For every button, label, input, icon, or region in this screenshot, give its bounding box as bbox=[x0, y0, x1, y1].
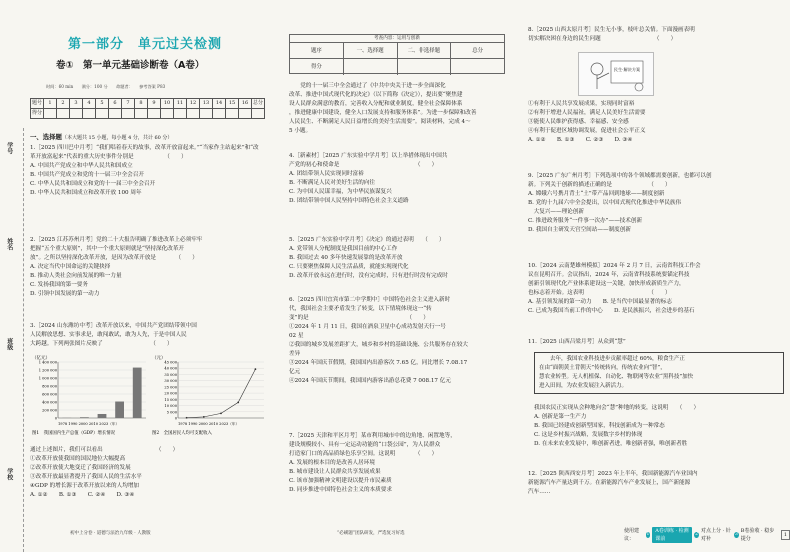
chart-ylabel: （亿元） bbox=[32, 356, 50, 361]
score-cell[interactable] bbox=[200, 109, 213, 119]
text-line: B. 党的十九届六中全会提出，以中国式现代化推进中华民族伟 bbox=[528, 200, 682, 207]
column-left bbox=[0, 0, 277, 552]
text-line: ②改革开放使大地变迁了我国经济的发展 bbox=[30, 465, 131, 472]
bar bbox=[115, 402, 124, 418]
text-line: B. 不断满足人民对美好生活的向往 bbox=[289, 180, 375, 187]
y-tick-label: 600 000 bbox=[42, 392, 57, 397]
usage-step-1: A卷训练 · 检测课前 bbox=[652, 527, 692, 543]
header-cell: 一、选择题 bbox=[344, 43, 398, 58]
question-1 bbox=[30, 144, 268, 198]
text-line: ④GDP 的增长源于改革开放以来的人均增加 bbox=[30, 483, 140, 490]
income-line-chart bbox=[150, 352, 268, 446]
text-line: ③改革开放最显著提升了我国人民的生活水平 bbox=[30, 474, 142, 481]
score-header-box bbox=[289, 34, 505, 74]
text-line: ①改革开放使我国的国民地位大幅提高 bbox=[30, 456, 126, 463]
cartoon-caption: 民生·解决方案 bbox=[613, 67, 641, 72]
step-3-icon: 3 bbox=[735, 532, 738, 538]
score-col-num: 7 bbox=[122, 99, 135, 109]
text-line: 人民民生、不断满足人民日益增长的美好生活需要”。阅读材料，完成 4～ bbox=[289, 119, 471, 126]
text-line: B. 我国已经建成创新型国家，科技创新成为一种常态 bbox=[534, 423, 665, 430]
score-col-num: 14 bbox=[213, 99, 226, 109]
text-line: 通过上述图片，我们可以看出 （ ） bbox=[30, 447, 179, 453]
text-line: 慧农业转型。无人机植保、自动化、物联网等农业“黑科技”加快 bbox=[539, 374, 694, 381]
y-tick-label: 45 000 bbox=[164, 360, 177, 365]
text-line: 大跨越。下列两张图片反映了 （ ） bbox=[30, 341, 173, 348]
score-col-num: 15 bbox=[226, 99, 239, 109]
text-line: 亿元 bbox=[289, 369, 301, 376]
score-cell[interactable] bbox=[70, 109, 83, 119]
text-line: B. 我国过去 40 多年快速发展靠的是改革开放 bbox=[289, 255, 403, 262]
text-line: 变”的是 （ ） bbox=[289, 315, 429, 322]
text-line: B. 推动人类社会向前发展的唯一力量 bbox=[30, 273, 122, 280]
footer-left: 初中上分卷 · 道德与法治九年级 · 人教版 bbox=[70, 531, 151, 536]
series-line bbox=[187, 369, 256, 418]
text-line: D. 在未来农业发展中，唯创新者进，唯创新者强，唯创新者胜 bbox=[534, 441, 688, 448]
text-line: 6.［2025 四川宜宾市第二中学期中］中国特色社会主义进入新时 bbox=[289, 297, 451, 303]
score-table bbox=[30, 98, 265, 119]
text-line: ②我国的城乡发展差距扩大，城乡和乡村的基础设施、公共服务存在较大 bbox=[289, 342, 469, 349]
text-line: B. 城市建设让人民群众共享发展成果 bbox=[289, 469, 381, 476]
text-line: 3.［2024 山东潍坊中考］改革开放以来，中国共产党团结带领中国 bbox=[30, 323, 197, 329]
text-line: ④有利于促进区域协调发展，促进社会公平正义 bbox=[528, 128, 646, 135]
score-cell[interactable] bbox=[96, 109, 109, 119]
question-6 bbox=[289, 296, 519, 386]
score-col-num: 10 bbox=[161, 99, 174, 109]
question-10 bbox=[528, 262, 786, 316]
y-tick-label: 800 000 bbox=[42, 384, 57, 389]
text-line: A. 基引领发展的第一动力 B. 是当代中国最显著的标志 bbox=[528, 299, 672, 306]
header-top: 考查内容：运用与创新 bbox=[290, 35, 504, 43]
text-line: 建设规模较小、具有一定运动功能的“口袋公园”，为人民群众 bbox=[289, 442, 441, 449]
text-line: 5.［2025 广东实验中学月考］《决定》的通过表明 （ ） bbox=[289, 237, 445, 243]
chart-caption: 图1 我国国内生产总值（GDP）增长情况 bbox=[32, 431, 116, 436]
score-col-num: 8 bbox=[135, 99, 148, 109]
text-line: 在由“面朝黄土背朝天”传统转向，传统农业向“智”， bbox=[539, 365, 666, 372]
usage-label: 使用建议： bbox=[624, 528, 640, 543]
question-3 bbox=[30, 322, 268, 349]
score-col-num: 13 bbox=[200, 99, 213, 109]
score-col-num: 4 bbox=[83, 99, 96, 109]
step-1-icon: 1 bbox=[646, 532, 650, 538]
text-line: 打造家门口的高品质绿色乐享空间。这说明 （ ） bbox=[289, 451, 438, 458]
header-row-2 bbox=[290, 59, 504, 75]
header-cell: 二、非选择题 bbox=[398, 43, 452, 58]
y-tick-label: 10 000 bbox=[164, 404, 177, 409]
text-line: ③能使人民维护获得感、幸福感、安全感 bbox=[528, 119, 629, 126]
y-tick-label: 5 000 bbox=[166, 410, 177, 415]
text-line: C. 该市加强精神文明建设以提升市民素质 bbox=[289, 478, 392, 485]
school-label: 学校 bbox=[5, 468, 13, 480]
text-line: A. ①② B. ①③ C. ②③ D. ③④ bbox=[528, 137, 633, 144]
material-box bbox=[534, 352, 784, 394]
score-cell[interactable] bbox=[226, 109, 239, 119]
text-line: 也标志着开始。这表明 （ ） bbox=[528, 290, 671, 297]
text-line: 人民解放思想、实事求是，敢闯敢试，敢为人先，于是中国人民 bbox=[30, 332, 187, 339]
score-cell[interactable] bbox=[83, 109, 96, 119]
score-cell[interactable] bbox=[122, 109, 135, 119]
text-line: C. 为中国人民谋幸福，为中华民族谋复兴 bbox=[289, 189, 392, 196]
text-line: A. 决定当代中国命运的关键抉择 bbox=[30, 264, 111, 271]
x-axis-label: 1978 1990 2000 2010 2023（年） bbox=[58, 422, 120, 426]
text-line: A. 发展的根本目的是改善人居环境 bbox=[289, 460, 375, 467]
score-col-num: 11 bbox=[174, 99, 187, 109]
question-12 bbox=[528, 470, 786, 497]
text-line: 2.［2025 江苏苏州月考］党的二十大报告明确了推进改革上必须牢牢 bbox=[30, 237, 203, 243]
bar bbox=[80, 417, 89, 418]
text-line: D. 团结带领中国人民坚持中国特色社会主义道路 bbox=[289, 198, 409, 205]
text-line: A. 嫦娥六号携月背土“土”带产品回到地球——制度创新 bbox=[528, 191, 665, 198]
text-line: 02 星 bbox=[289, 333, 304, 340]
text-line: D. 改革开放永远在进行时，没有完成时，只有进行时没有完成时 bbox=[289, 273, 448, 280]
text-line: ②有利于增进人民福祉，满足人民美好生活需要 bbox=[528, 110, 646, 117]
text-line: A. 团结带领人民实现同时富裕 bbox=[289, 171, 364, 178]
score-row-label: 得分 bbox=[31, 109, 44, 119]
score-cell[interactable] bbox=[44, 109, 57, 119]
score-cell[interactable] bbox=[187, 109, 200, 119]
text-line: 党的十一届三中全会通过了《中共中央关于进一步全面深化 bbox=[289, 83, 446, 89]
section-heading: 一、选择题（本大题共 15 小题，每小题 4 分，共计 60 分） bbox=[30, 133, 173, 141]
text-line: 议在昆明召开。会议指出，2024 年，云南省科技系统要锚定科技 bbox=[528, 272, 690, 279]
quiz-meta: 时间：60 min 满分：100 分 命题者： 参考答案 P83 bbox=[46, 84, 166, 89]
y-tick-label: 15 000 bbox=[164, 397, 177, 402]
y-tick-label: 200 000 bbox=[42, 408, 57, 413]
text-line: 5 小题。 bbox=[289, 128, 312, 135]
bar bbox=[133, 368, 142, 418]
text-line: 10.［2024 云南楚雄州模拟］2024 年 2 月 7 日，云南省科技工作会 bbox=[528, 263, 701, 269]
student-id-label: 学号 bbox=[5, 142, 13, 154]
text-line: D. 引领中国发展的第一动力 bbox=[30, 291, 100, 298]
score-col-num: 2 bbox=[57, 99, 70, 109]
cartoon-image bbox=[578, 52, 654, 96]
text-line: C. 只要聚焦保障人民生活品质，就能实现现代化 bbox=[289, 264, 409, 271]
text-line: 汽车…… bbox=[528, 489, 551, 496]
text-line: 差异 bbox=[289, 351, 301, 358]
y-tick-label: 0 bbox=[54, 416, 57, 421]
text-line: 8.［2025 山西太原月考］民生无小事，枝叶总关情。下面漫画表明 bbox=[528, 27, 695, 33]
text-line: 切实解决困在身边的民生问题 （ ） bbox=[528, 36, 677, 43]
text-line: 改革、推进中国式现代化的决定》（以下简称《决定》），提出要“聚焦建 bbox=[289, 92, 463, 99]
text-line: 我国农民正实现从会种地向会“慧”种地的转变，这说明 （ ） bbox=[534, 405, 700, 411]
usage-step-3: B卷验收 · 稳步提分 bbox=[740, 528, 775, 543]
step-2-icon: 2 bbox=[695, 532, 699, 538]
question-7 bbox=[289, 432, 519, 495]
gdp-bar-chart bbox=[30, 352, 150, 446]
score-head: 题号 bbox=[31, 99, 44, 109]
score-cell[interactable] bbox=[57, 109, 70, 119]
text-line: ③2024 年国庆节假期，我国国内出游客次 7.65 亿，同比增长 7.08.17 bbox=[289, 360, 468, 367]
score-total-cell[interactable] bbox=[252, 109, 265, 119]
x-axis-label: 1978 1990 2000 2010 2023（年） bbox=[178, 422, 240, 426]
y-tick-label: 30 000 bbox=[164, 379, 177, 384]
chart-caption: 图2 全国居民人均可支配收入 bbox=[152, 431, 212, 436]
score-col-num: 9 bbox=[148, 99, 161, 109]
text-line: 新能源汽车产量达到千万。在新能源汽车产业发展上，国产新能源 bbox=[528, 480, 691, 487]
text-line: C. 这是乡村振兴战略，发展数字乡村的体现 bbox=[534, 432, 643, 439]
y-tick-label: 20 000 bbox=[164, 391, 177, 396]
text-line: 设人民群众满意的教育，完善收入分配和就业制度，健全社会保障体系 bbox=[289, 101, 463, 108]
score-total-label: 总分 bbox=[252, 99, 265, 109]
y-tick-label: 40 000 bbox=[164, 366, 177, 371]
text-line: A. ①② B. ①③ C. ②④ D. ③④ bbox=[30, 492, 135, 499]
text-line: 大复兴——理论创新 bbox=[528, 209, 584, 216]
score-cell[interactable] bbox=[135, 109, 148, 119]
score-cell[interactable] bbox=[148, 109, 161, 119]
binding-strip bbox=[0, 128, 24, 552]
y-tick-label: 0 bbox=[174, 416, 177, 421]
score-cell[interactable] bbox=[239, 109, 252, 119]
question-11 bbox=[528, 338, 786, 347]
text-line: 把握“五个重大原则”，其中一个重大原则就是“坚持深化改革开 bbox=[30, 246, 185, 253]
text-line: ①有利于人民共享发展成果，实现同时富裕 bbox=[528, 101, 635, 107]
chart-ylabel: （元） bbox=[152, 356, 166, 361]
text-line: C. 已成为我国当前工作的中心 D. 是民族振兴，社会进步的基石 bbox=[528, 308, 695, 315]
question-4 bbox=[289, 152, 519, 206]
text-line: C. 推进政务服务“一件事一次办”——技术创新 bbox=[528, 218, 643, 225]
footer-middle: “必刷题”团队研发，严选复习好选 bbox=[337, 531, 405, 536]
y-tick-label: 1 000 000 bbox=[38, 376, 57, 381]
header-cell: 总分 bbox=[472, 48, 484, 54]
header-row-1 bbox=[290, 43, 504, 59]
score-cell[interactable] bbox=[109, 109, 122, 119]
score-col-num: 12 bbox=[187, 99, 200, 109]
y-tick-label: 1 400 000 bbox=[38, 360, 57, 365]
header-cell: 题序 bbox=[290, 43, 344, 58]
text-line: ④2024 年国庆节期间，我国国内游客出游总花费 7 008.17 亿元 bbox=[289, 378, 451, 385]
text-line: 放”。之所以坚持深化改革开放，是因为改革开放是 （ ） bbox=[30, 255, 198, 262]
text-line: 去年，我国农业科技进步贡献率超过 60%，粮食生产正 bbox=[539, 356, 685, 362]
text-line: D. 中华人民共和国成立和改革开放 100 周年 bbox=[30, 190, 142, 197]
score-cell[interactable] bbox=[161, 109, 174, 119]
name-label: 姓名 bbox=[5, 238, 13, 250]
text-line: 9.［2025 广东广州月考］下列选项中的各个领域都需要创新，也都可以创 bbox=[528, 173, 712, 179]
question-2 bbox=[30, 236, 268, 299]
text-line: 12.［2025 陕西西安月考］2023 年上半年，我国新能源汽车业国内 bbox=[528, 471, 698, 477]
text-line: 革开放富起来”代表的重大历史事件分别是 （ ） bbox=[30, 154, 187, 161]
class-label: 班级 bbox=[5, 338, 13, 350]
question-8-options bbox=[528, 100, 786, 145]
y-tick-label: 35 000 bbox=[164, 372, 177, 377]
text-line: A. 中国共产党成立和中华人民共和国成立 bbox=[30, 163, 133, 170]
y-tick-label: 1 200 000 bbox=[38, 368, 57, 373]
text-line: C. 发扬我国的第一要务 bbox=[30, 282, 88, 289]
page-number: 1 bbox=[781, 530, 790, 540]
text-line: ，推进健康中国建设，健全人口发展支持和服务体系”。为进一步保障和改善 bbox=[289, 110, 477, 117]
section-note: （本大题共 15 小题，每小题 4 分，共计 60 分） bbox=[61, 135, 173, 141]
material-intro bbox=[289, 82, 519, 136]
part-title: 第一部分 单元过关检测 bbox=[68, 37, 223, 52]
score-cell[interactable] bbox=[174, 109, 187, 119]
score-col-num: 16 bbox=[239, 99, 252, 109]
column-middle bbox=[277, 0, 522, 552]
text-line: C. 中华人民共和国成立和党的十一届三中全会召开 bbox=[30, 181, 156, 188]
text-line: A. 创新是第一生产力 bbox=[534, 414, 587, 421]
score-col-num: 3 bbox=[70, 99, 83, 109]
header-cell bbox=[451, 59, 504, 75]
cartoon-illustration bbox=[579, 53, 655, 97]
text-line: A. 党带领人分配制度是我国目前的中心工作 bbox=[289, 246, 398, 253]
score-cell[interactable] bbox=[213, 109, 226, 119]
question-3-options bbox=[30, 446, 268, 500]
text-line: 创新引领现代化产业体系建设这一关键，加快形成新质生产力， bbox=[528, 281, 685, 288]
text-line: 7.［2025 天津和平区月考］某市利用城市中的边角地、闲置地等， bbox=[289, 433, 456, 439]
text-line: 11.［2025 山西吕梁月考］从众到“慧” bbox=[528, 339, 626, 345]
text-line: D. 同步推进中国特色社会主义的本质要求 bbox=[289, 487, 392, 494]
text-line: D. 我国自主研发天宫空间站——制度创新 bbox=[528, 227, 631, 234]
text-line: 产党的初心和使命是 （ ） bbox=[289, 162, 438, 169]
question-9 bbox=[528, 172, 786, 235]
text-line: B. 中国共产党成立和党的十一届三中全会召开 bbox=[30, 172, 144, 179]
score-col-num: 6 bbox=[109, 99, 122, 109]
question-8 bbox=[528, 26, 786, 44]
header-cell: 得分 bbox=[290, 59, 344, 75]
y-tick-label: 400 000 bbox=[42, 400, 57, 405]
text-line: ①2024 年 1 月 11 日，我国在酒泉卫星中心成功发射天行一号 bbox=[289, 324, 446, 331]
score-col-num: 5 bbox=[96, 99, 109, 109]
y-tick-label: 25 000 bbox=[164, 385, 177, 390]
column-right bbox=[522, 0, 790, 552]
text-line: 4.［新素材］［2025 广东实验中学月考］以上举措体现出中国共 bbox=[289, 153, 448, 159]
quiz-title: 卷① 第一单元基础诊断卷（A卷） bbox=[56, 60, 205, 71]
question-11-options bbox=[534, 404, 786, 449]
text-line: 代，我国社会主要矛盾发生了转变，以下情境体现这一“转 bbox=[289, 306, 432, 313]
usage-step-2: 对点上分 · 针对补 bbox=[700, 528, 731, 543]
text-line: 新。下列关于创新的描述正确的是 （ ） bbox=[528, 182, 671, 189]
text-line: 1.［2025 四川巴中月考］“我们唱着春天的故事，改革开放富起来。”“当家作主站起来”和“改 bbox=[30, 145, 259, 151]
score-col-num: 1 bbox=[44, 99, 57, 109]
header-cell bbox=[398, 59, 452, 75]
bar bbox=[98, 414, 107, 418]
usage-suggestion bbox=[624, 527, 790, 543]
question-5 bbox=[289, 236, 519, 281]
header-cell bbox=[344, 59, 398, 75]
text-line: 进入田间，为农业发展注入新活力。 bbox=[539, 383, 628, 390]
